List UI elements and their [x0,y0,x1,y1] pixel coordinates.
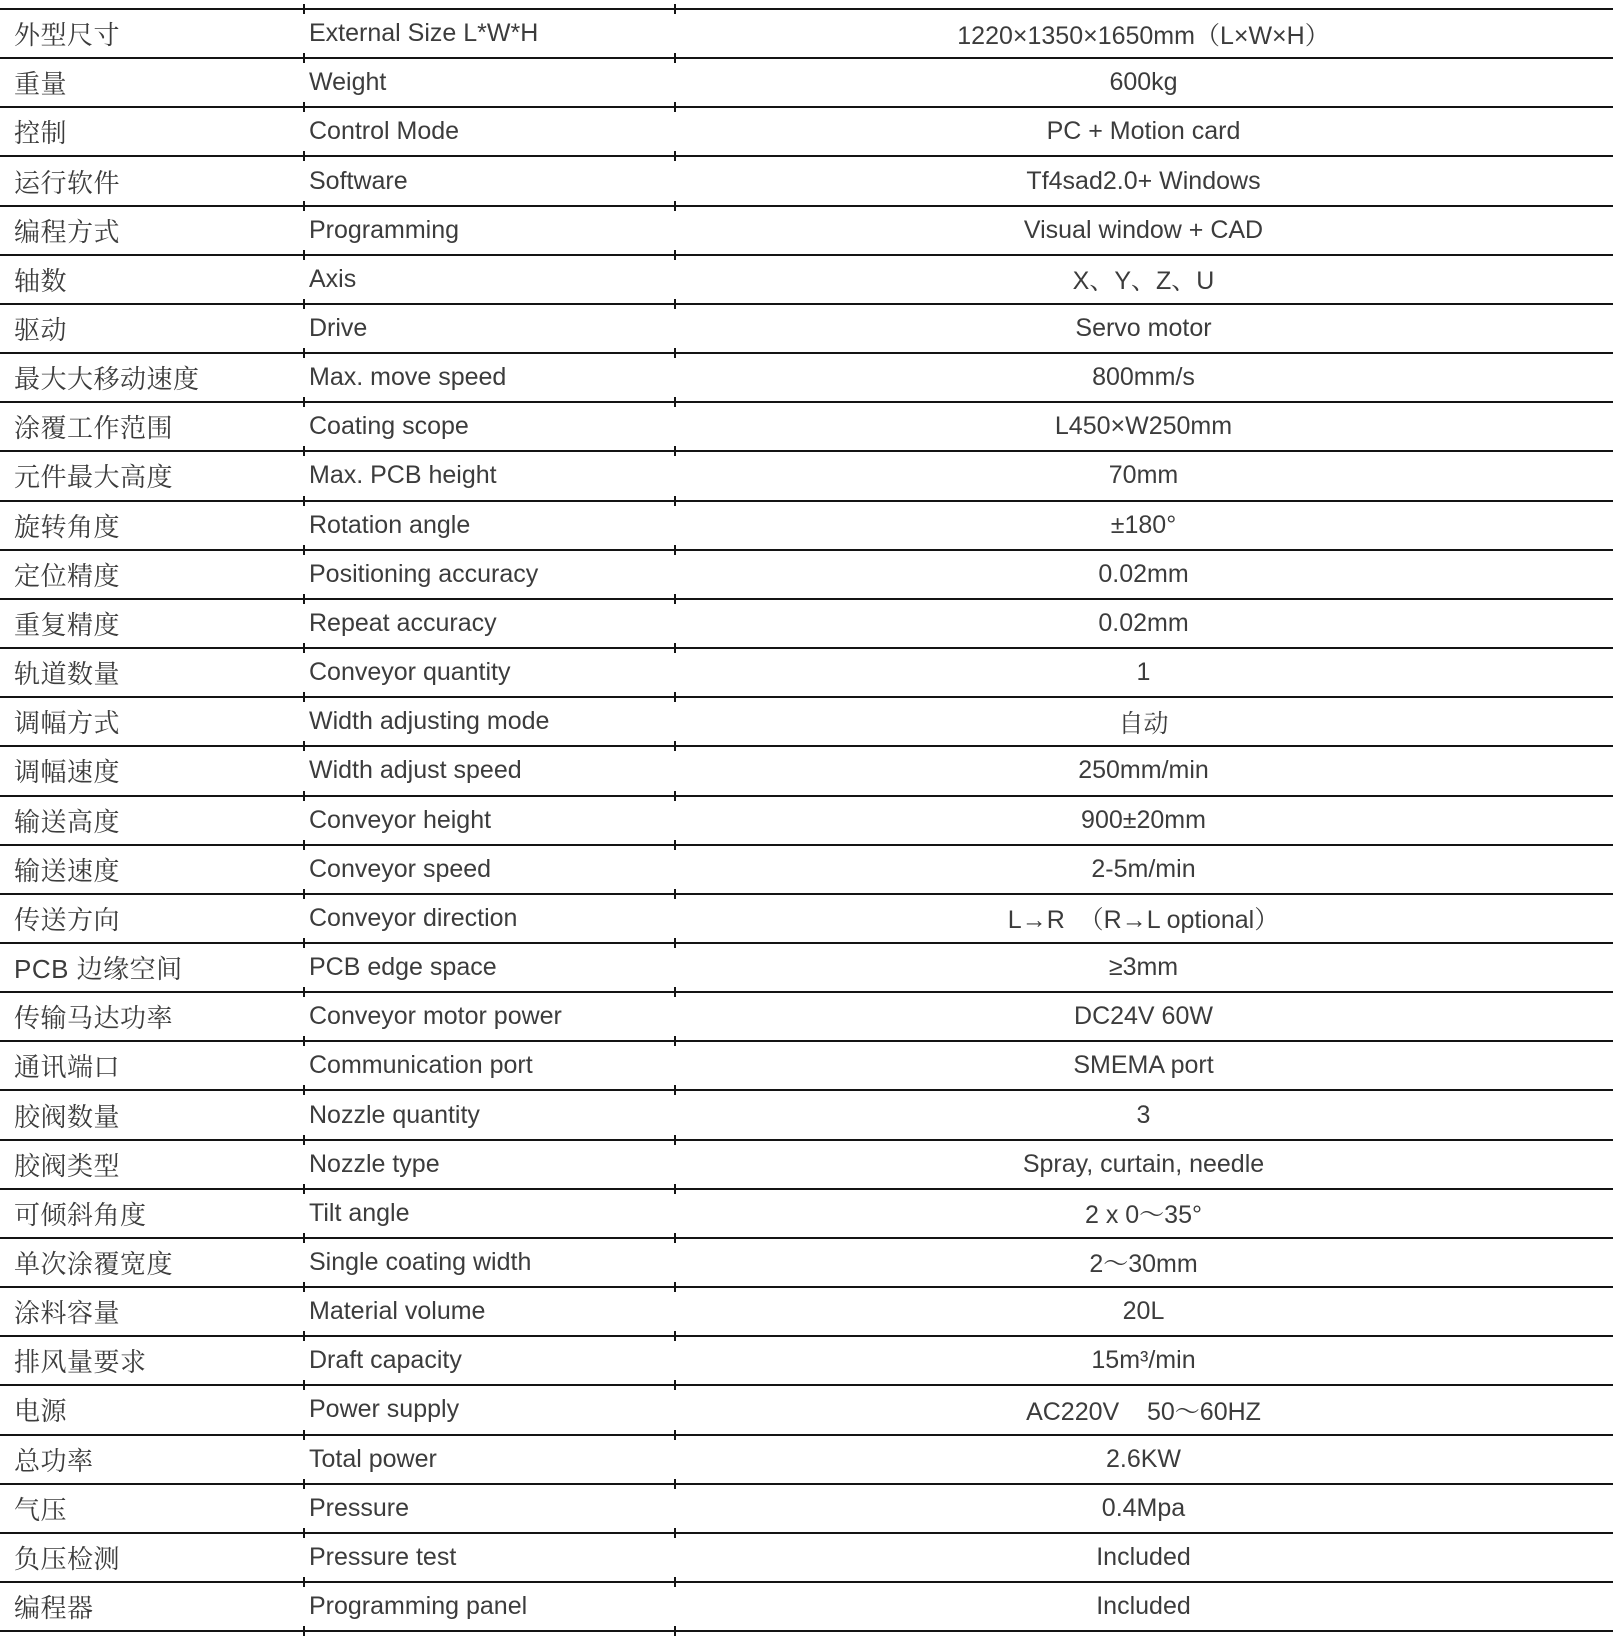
spec-label-en: Draft capacity [309,1346,462,1375]
spec-label-zh: 通讯端口 [14,1052,121,1083]
spec-label-zh: 胶阀数量 [14,1101,121,1132]
spec-value: ±180° [1110,510,1177,539]
spec-label-en: Coating scope [309,412,469,441]
spec-value: 0.02mm [1098,559,1189,588]
spec-label-zh: 胶阀类型 [14,1150,121,1181]
spec-label-en: Axis [309,264,357,293]
spec-label-zh: 气压 [14,1494,68,1525]
table-row [0,1335,1613,1384]
spec-value: 800mm/s [1092,363,1195,392]
spec-value: Included [1096,1542,1191,1571]
table-row [0,647,1613,696]
table-row [0,942,1613,991]
table-row [0,1139,1613,1188]
spec-label-zh: 运行软件 [14,167,121,198]
spec-value: Included [1096,1592,1191,1621]
table-row [0,549,1613,598]
spec-value: Spray, curtain, needle [1022,1149,1265,1178]
spec-label-zh: 调幅方式 [14,708,121,739]
spec-value: X、Y、Z、U [1072,267,1215,296]
spec-label-zh: 可倾斜角度 [14,1199,147,1230]
spec-value: 0.4Mpa [1101,1493,1186,1522]
table-row [0,696,1613,745]
spec-label-zh: 传送方向 [14,904,121,935]
spec-label-zh: 调幅速度 [14,757,121,788]
spec-label-zh: 外型尺寸 [14,20,121,51]
table-row [0,795,1613,844]
spec-label-zh: 总功率 [14,1445,94,1476]
spec-table [0,8,1613,1632]
spec-label-en: Conveyor speed [309,854,492,883]
spec-label-en: Pressure test [309,1542,457,1571]
table-row [0,8,1613,57]
spec-label-en: Single coating width [309,1247,532,1276]
spec-label-en: Rotation angle [309,510,471,539]
table-row [0,303,1613,352]
spec-label-en: Conveyor height [309,805,492,834]
spec-label-zh: 输送高度 [14,806,121,837]
table-row [0,155,1613,204]
spec-label-zh: 元件最大高度 [14,462,174,493]
table-row [0,1434,1613,1483]
spec-label-zh: 涂料容量 [14,1298,121,1329]
spec-value: AC220V 50～60HZ [1026,1397,1261,1426]
table-row [0,991,1613,1040]
spec-label-zh: 轴数 [14,265,68,296]
spec-label-zh: 负压检测 [14,1543,121,1574]
table-row [0,1188,1613,1237]
spec-label-zh: 控制 [14,118,68,149]
table-row [0,1040,1613,1089]
spec-value: 600kg [1109,68,1178,97]
spec-label-en: Weight [309,68,387,97]
spec-value: 3 [1136,1100,1151,1129]
spec-label-en: PCB edge space [309,953,497,982]
spec-value: L450×W250mm [1054,412,1233,441]
table-row [0,893,1613,942]
spec-label-en: Programming panel [309,1592,528,1621]
spec-label-en: Pressure [309,1493,410,1522]
spec-value: 2-5m/min [1091,854,1196,883]
spec-value: 20L [1122,1297,1165,1326]
table-row [0,1237,1613,1286]
spec-label-en: Software [309,166,408,195]
spec-label-zh: 输送速度 [14,855,121,886]
spec-value: Tf4sad2.0+ Windows [1026,166,1261,195]
spec-label-zh: 旋转角度 [14,511,121,542]
spec-label-en: Programming [309,215,460,244]
table-row [0,844,1613,893]
spec-label-zh: 轨道数量 [14,659,121,690]
table-row [0,401,1613,450]
spec-label-en: Nozzle quantity [309,1100,480,1129]
spec-value: 自动 [1118,709,1169,738]
spec-label-zh: 传输马达功率 [14,1003,174,1034]
spec-label-en: Max. move speed [309,363,507,392]
spec-value: PC + Motion card [1046,117,1241,146]
spec-label-zh: 电源 [14,1396,68,1427]
spec-label-en: Positioning accuracy [309,559,539,588]
spec-value: Visual window + CAD [1023,215,1264,244]
spec-label-en: Drive [309,314,368,343]
table-row [0,254,1613,303]
spec-label-en: Tilt angle [309,1198,410,1227]
spec-value: L→R （R→L optional） [1007,906,1280,935]
spec-value: 2.6KW [1105,1444,1182,1473]
table-row [0,57,1613,106]
spec-value: 70mm [1108,461,1179,490]
spec-label-zh: 编程方式 [14,216,121,247]
spec-label-zh: 重量 [14,69,68,100]
spec-label-zh: 驱动 [14,315,68,346]
spec-label-en: Conveyor motor power [309,1002,562,1031]
spec-value: SMEMA port [1073,1051,1214,1080]
spec-label-zh: 定位精度 [14,560,121,591]
spec-label-en: Control Mode [309,117,460,146]
table-row [0,1384,1613,1433]
spec-value: 15m³/min [1091,1346,1196,1375]
spec-value: DC24V 60W [1074,1002,1213,1031]
spec-value: ≥3mm [1108,953,1179,982]
spec-label-zh: 重复精度 [14,609,121,640]
spec-label-en: Total power [309,1444,437,1473]
spec-label-en: Width adjusting mode [309,707,550,736]
table-row [0,745,1613,794]
spec-label-en: Communication port [309,1051,533,1080]
spec-label-zh: PCB 边缘空间 [14,954,183,985]
spec-value: 1220×1350×1650mm（L×W×H） [957,21,1330,50]
spec-value: 900±20mm [1081,805,1206,834]
spec-label-zh: 编程器 [14,1593,94,1624]
table-row [0,1581,1613,1630]
spec-label-en: Repeat accuracy [309,608,497,637]
spec-value: 250mm/min [1078,756,1209,785]
spec-value: 2 x 0～35° [1084,1201,1202,1230]
table-row [0,1286,1613,1335]
spec-label-en: Material volume [309,1297,486,1326]
spec-value: 2～30mm [1089,1250,1198,1279]
table-row [0,500,1613,549]
spec-value: 1 [1136,658,1151,687]
table-row [0,450,1613,499]
table-row [0,598,1613,647]
table-row [0,1532,1613,1581]
spec-label-en: External Size L*W*H [309,19,539,48]
spec-label-en: Width adjust speed [309,756,522,785]
spec-label-en: Nozzle type [309,1149,440,1178]
spec-value: Servo motor [1075,314,1212,343]
spec-label-zh: 最大大移动速度 [14,364,200,395]
table-row [0,1089,1613,1138]
table-row [0,205,1613,254]
spec-label-en: Max. PCB height [309,461,497,490]
spec-label-zh: 单次涂覆宽度 [14,1248,174,1279]
table-row [0,106,1613,155]
spec-label-zh: 排风量要求 [14,1347,147,1378]
spec-label-zh: 涂覆工作范围 [14,413,174,444]
table-row [0,352,1613,401]
spec-value: 0.02mm [1098,608,1189,637]
spec-label-en: Conveyor direction [309,903,518,932]
spec-label-en: Conveyor quantity [309,658,511,687]
spec-label-en: Power supply [309,1395,460,1424]
table-row [0,1483,1613,1532]
